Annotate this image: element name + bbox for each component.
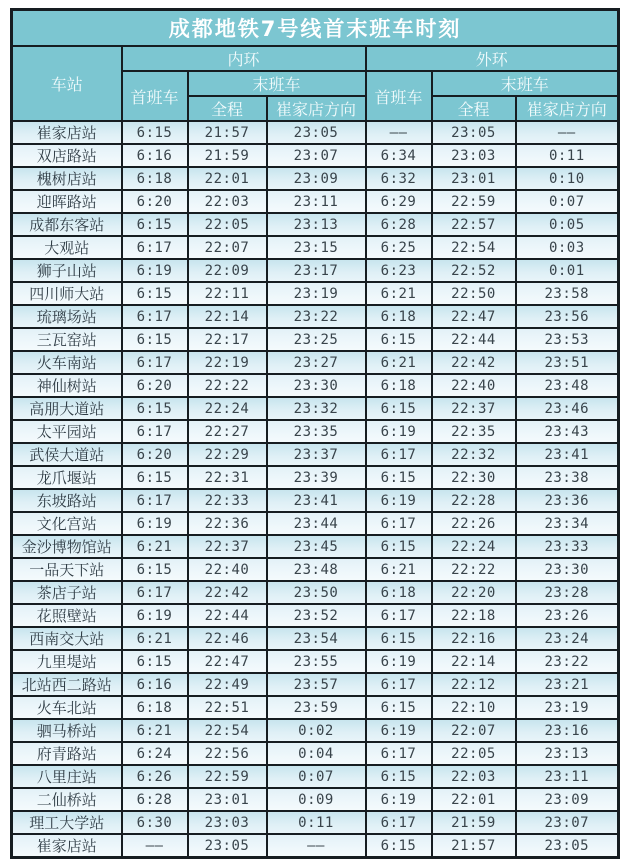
inner-first-train-header: 首班车	[122, 71, 188, 121]
station-cell: 龙爪堰站	[12, 466, 122, 489]
inner-first-cell: ——	[122, 834, 188, 858]
timetable-header	[12, 10, 619, 122]
inner-last-full-cell: 22:46	[188, 627, 267, 650]
inner-last-cuijiadian-cell: 23:41	[267, 489, 366, 512]
inner-last-full-cell: 21:57	[188, 121, 267, 144]
inner-first-cell: 6:15	[122, 397, 188, 420]
outer-last-cuijiadian-cell: 23:16	[516, 719, 619, 742]
table-row	[12, 144, 619, 167]
inner-last-cuijiadian-cell: 0:11	[267, 811, 366, 834]
inner-first-cell: 6:16	[122, 673, 188, 696]
outer-last-full-cell: 23:03	[432, 144, 516, 167]
station-cell: 二仙桥站	[12, 788, 122, 811]
inner-last-full-cell: 23:05	[188, 834, 267, 858]
outer-last-full-cell: 22:30	[432, 466, 516, 489]
outer-last-full-cell: 22:52	[432, 259, 516, 282]
inner-last-cuijiadian-cell: 23:05	[267, 121, 366, 144]
table-row	[12, 466, 619, 489]
inner-last-cuijiadian-cell: 0:09	[267, 788, 366, 811]
outer-last-full-cell: 22:07	[432, 719, 516, 742]
inner-last-cuijiadian-cell: 23:09	[267, 167, 366, 190]
outer-last-full-cell: 22:18	[432, 604, 516, 627]
outer-first-cell: 6:15	[366, 535, 432, 558]
inner-last-full-cell: 22:54	[188, 719, 267, 742]
station-cell: 火车北站	[12, 696, 122, 719]
outer-last-full-cell: 22:16	[432, 627, 516, 650]
station-cell: 西南交大站	[12, 627, 122, 650]
table-row	[12, 627, 619, 650]
station-cell: 茶店子站	[12, 581, 122, 604]
inner-last-cuijiadian-cell: 0:07	[267, 765, 366, 788]
outer-first-cell: 6:23	[366, 259, 432, 282]
outer-last-cuijiadian-cell: 23:19	[516, 696, 619, 719]
inner-last-cuijiadian-cell: 23:35	[267, 420, 366, 443]
inner-last-full-cell: 22:22	[188, 374, 267, 397]
inner-first-cell: 6:28	[122, 788, 188, 811]
inner-last-cuijiadian-cell: 23:50	[267, 581, 366, 604]
outer-first-cell: 6:19	[366, 420, 432, 443]
outer-last-train-header: 末班车	[432, 71, 619, 96]
inner-last-cuijiadian-cell: 23:11	[267, 190, 366, 213]
outer-first-cell: 6:15	[366, 466, 432, 489]
inner-last-cuijiadian-cell: 23:37	[267, 443, 366, 466]
inner-first-cell: 6:15	[122, 558, 188, 581]
table-row	[12, 834, 619, 858]
station-cell: 神仙树站	[12, 374, 122, 397]
outer-last-cuijiadian-cell: 23:56	[516, 305, 619, 328]
station-cell: 府青路站	[12, 742, 122, 765]
outer-last-cuijiadian-cell: 0:10	[516, 167, 619, 190]
station-cell: 崔家店站	[12, 834, 122, 858]
outer-first-cell: 6:17	[366, 512, 432, 535]
inner-last-full-cell: 22:51	[188, 696, 267, 719]
outer-first-cell: 6:19	[366, 719, 432, 742]
inner-last-full-cell: 22:09	[188, 259, 267, 282]
outer-last-cuijiadian-cell: 23:41	[516, 443, 619, 466]
outer-first-cell: 6:17	[366, 604, 432, 627]
inner-first-cell: 6:17	[122, 581, 188, 604]
outer-last-full-cell: 22:26	[432, 512, 516, 535]
outer-first-cell: 6:32	[366, 167, 432, 190]
table-row	[12, 696, 619, 719]
outer-last-full-cell: 22:32	[432, 443, 516, 466]
inner-last-cuijiadian-header: 崔家店方向	[267, 96, 366, 121]
inner-first-cell: 6:17	[122, 489, 188, 512]
station-cell: 文化宫站	[12, 512, 122, 535]
outer-last-cuijiadian-cell: 23:46	[516, 397, 619, 420]
outer-last-cuijiadian-cell: 23:24	[516, 627, 619, 650]
inner-last-full-cell: 22:33	[188, 489, 267, 512]
inner-last-full-cell: 23:01	[188, 788, 267, 811]
table-row	[12, 167, 619, 190]
station-cell: 成都东客站	[12, 213, 122, 236]
outer-first-cell: 6:17	[366, 673, 432, 696]
inner-first-cell: 6:16	[122, 144, 188, 167]
table-row	[12, 121, 619, 144]
inner-first-cell: 6:17	[122, 236, 188, 259]
outer-last-cuijiadian-cell: 23:21	[516, 673, 619, 696]
outer-last-cuijiadian-cell: ——	[516, 121, 619, 144]
inner-last-full-cell: 22:56	[188, 742, 267, 765]
inner-last-full-cell: 22:27	[188, 420, 267, 443]
inner-last-cuijiadian-cell: 23:19	[267, 282, 366, 305]
station-cell: 金沙博物馆站	[12, 535, 122, 558]
table-row	[12, 190, 619, 213]
inner-last-full-cell: 22:59	[188, 765, 267, 788]
inner-last-cuijiadian-cell: 23:54	[267, 627, 366, 650]
inner-last-cuijiadian-cell: 0:02	[267, 719, 366, 742]
inner-last-train-header: 末班车	[188, 71, 366, 96]
outer-last-full-cell: 22:47	[432, 305, 516, 328]
station-cell: 狮子山站	[12, 259, 122, 282]
table-row	[12, 305, 619, 328]
inner-last-full-cell: 21:59	[188, 144, 267, 167]
outer-first-cell: 6:15	[366, 834, 432, 858]
inner-last-cuijiadian-cell: 23:44	[267, 512, 366, 535]
station-cell: 琉璃场站	[12, 305, 122, 328]
inner-last-cuijiadian-cell: 23:17	[267, 259, 366, 282]
inner-last-full-cell: 22:42	[188, 581, 267, 604]
outer-first-cell: 6:34	[366, 144, 432, 167]
station-cell: 迎晖路站	[12, 190, 122, 213]
station-cell: 八里庄站	[12, 765, 122, 788]
station-cell: 武侯大道站	[12, 443, 122, 466]
outer-last-cuijiadian-cell: 23:11	[516, 765, 619, 788]
metro-timetable	[10, 8, 620, 859]
outer-last-cuijiadian-cell: 0:05	[516, 213, 619, 236]
table-row	[12, 489, 619, 512]
inner-first-cell: 6:15	[122, 328, 188, 351]
outer-last-cuijiadian-cell: 23:48	[516, 374, 619, 397]
inner-first-cell: 6:21	[122, 627, 188, 650]
outer-first-cell: 6:25	[366, 236, 432, 259]
inner-last-full-cell: 22:37	[188, 535, 267, 558]
inner-first-cell: 6:20	[122, 190, 188, 213]
station-cell: 高朋大道站	[12, 397, 122, 420]
outer-last-full-cell: 22:14	[432, 650, 516, 673]
table-row	[12, 374, 619, 397]
inner-first-cell: 6:18	[122, 696, 188, 719]
station-cell: 东坡路站	[12, 489, 122, 512]
outer-first-cell: 6:18	[366, 581, 432, 604]
table-row	[12, 328, 619, 351]
inner-last-cuijiadian-cell: 23:59	[267, 696, 366, 719]
inner-last-cuijiadian-cell: 23:52	[267, 604, 366, 627]
inner-first-cell: 6:15	[122, 466, 188, 489]
inner-first-cell: 6:20	[122, 443, 188, 466]
outer-last-full-cell: 22:50	[432, 282, 516, 305]
outer-first-cell: 6:18	[366, 305, 432, 328]
inner-last-full-cell: 23:03	[188, 811, 267, 834]
inner-first-cell: 6:15	[122, 121, 188, 144]
outer-first-cell: 6:18	[366, 374, 432, 397]
outer-first-cell: 6:15	[366, 397, 432, 420]
table-row	[12, 259, 619, 282]
outer-first-cell: 6:17	[366, 443, 432, 466]
table-row	[12, 535, 619, 558]
outer-first-cell: 6:21	[366, 282, 432, 305]
table-row	[12, 788, 619, 811]
table-row	[12, 742, 619, 765]
outer-last-full-cell: 22:57	[432, 213, 516, 236]
outer-first-cell: 6:21	[366, 351, 432, 374]
outer-last-full-cell: 22:10	[432, 696, 516, 719]
outer-last-cuijiadian-cell: 0:01	[516, 259, 619, 282]
inner-first-cell: 6:15	[122, 213, 188, 236]
outer-last-cuijiadian-cell: 23:13	[516, 742, 619, 765]
outer-last-cuijiadian-cell: 23:53	[516, 328, 619, 351]
outer-last-full-cell: 21:59	[432, 811, 516, 834]
outer-last-full-cell: 22:24	[432, 535, 516, 558]
inner-last-full-cell: 22:01	[188, 167, 267, 190]
inner-last-full-cell: 22:14	[188, 305, 267, 328]
table-row	[12, 604, 619, 627]
outer-first-cell: 6:17	[366, 742, 432, 765]
station-cell: 大观站	[12, 236, 122, 259]
inner-last-cuijiadian-cell: 23:55	[267, 650, 366, 673]
station-cell: 北站西二路站	[12, 673, 122, 696]
inner-last-full-cell: 22:44	[188, 604, 267, 627]
station-cell: 花照壁站	[12, 604, 122, 627]
outer-last-full-cell: 22:40	[432, 374, 516, 397]
outer-last-full-cell: 22:44	[432, 328, 516, 351]
station-cell: 槐树店站	[12, 167, 122, 190]
table-row	[12, 650, 619, 673]
table-title: 成都地铁7号线首末班车时刻	[12, 10, 619, 47]
inner-last-full-cell: 22:49	[188, 673, 267, 696]
station-cell: 四川师大站	[12, 282, 122, 305]
inner-first-cell: 6:30	[122, 811, 188, 834]
outer-last-cuijiadian-cell: 23:28	[516, 581, 619, 604]
inner-last-full-cell: 22:31	[188, 466, 267, 489]
inner-first-cell: 6:24	[122, 742, 188, 765]
outer-last-full-cell: 22:20	[432, 581, 516, 604]
inner-first-cell: 6:21	[122, 535, 188, 558]
outer-last-full-cell: 22:37	[432, 397, 516, 420]
inner-first-cell: 6:17	[122, 420, 188, 443]
inner-first-cell: 6:18	[122, 167, 188, 190]
outer-last-cuijiadian-cell: 23:05	[516, 834, 619, 858]
outer-first-cell: 6:17	[366, 811, 432, 834]
inner-first-cell: 6:17	[122, 351, 188, 374]
inner-last-full-cell: 22:05	[188, 213, 267, 236]
outer-last-full-header: 全程	[432, 96, 516, 121]
inner-last-full-cell: 22:17	[188, 328, 267, 351]
outer-loop-header: 外环	[366, 46, 619, 71]
station-cell: 理工大学站	[12, 811, 122, 834]
outer-last-cuijiadian-cell: 0:07	[516, 190, 619, 213]
outer-first-cell: 6:15	[366, 765, 432, 788]
outer-first-train-header: 首班车	[366, 71, 432, 121]
inner-last-full-header: 全程	[188, 96, 267, 121]
inner-last-full-cell: 22:36	[188, 512, 267, 535]
outer-first-cell: 6:19	[366, 650, 432, 673]
outer-first-cell: 6:15	[366, 328, 432, 351]
inner-last-cuijiadian-cell: 23:07	[267, 144, 366, 167]
outer-last-cuijiadian-cell: 23:22	[516, 650, 619, 673]
outer-last-full-cell: 22:59	[432, 190, 516, 213]
outer-last-cuijiadian-header: 崔家店方向	[516, 96, 619, 121]
inner-last-full-cell: 22:07	[188, 236, 267, 259]
inner-last-full-cell: 22:47	[188, 650, 267, 673]
table-row	[12, 236, 619, 259]
inner-first-cell: 6:26	[122, 765, 188, 788]
outer-first-cell: 6:19	[366, 788, 432, 811]
inner-last-cuijiadian-cell: 0:04	[267, 742, 366, 765]
outer-first-cell: ——	[366, 121, 432, 144]
inner-last-full-cell: 22:40	[188, 558, 267, 581]
inner-first-cell: 6:19	[122, 604, 188, 627]
station-cell: 一品天下站	[12, 558, 122, 581]
station-cell: 崔家店站	[12, 121, 122, 144]
station-cell: 三瓦窑站	[12, 328, 122, 351]
table-row	[12, 765, 619, 788]
inner-last-cuijiadian-cell: 23:57	[267, 673, 366, 696]
inner-last-full-cell: 22:19	[188, 351, 267, 374]
station-cell: 驷马桥站	[12, 719, 122, 742]
inner-first-cell: 6:19	[122, 512, 188, 535]
table-row	[12, 558, 619, 581]
inner-last-cuijiadian-cell: 23:25	[267, 328, 366, 351]
inner-last-cuijiadian-cell: 23:27	[267, 351, 366, 374]
outer-first-cell: 6:15	[366, 696, 432, 719]
station-cell: 九里堤站	[12, 650, 122, 673]
station-cell: 火车南站	[12, 351, 122, 374]
outer-last-cuijiadian-cell: 23:43	[516, 420, 619, 443]
outer-last-cuijiadian-cell: 23:26	[516, 604, 619, 627]
outer-last-cuijiadian-cell: 23:38	[516, 466, 619, 489]
inner-last-cuijiadian-cell: 23:15	[267, 236, 366, 259]
outer-last-full-cell: 22:54	[432, 236, 516, 259]
inner-last-cuijiadian-cell: 23:22	[267, 305, 366, 328]
outer-last-full-cell: 22:03	[432, 765, 516, 788]
inner-last-cuijiadian-cell: 23:30	[267, 374, 366, 397]
inner-first-cell: 6:15	[122, 282, 188, 305]
outer-last-cuijiadian-cell: 0:03	[516, 236, 619, 259]
table-row	[12, 443, 619, 466]
inner-loop-header: 内环	[122, 46, 366, 71]
inner-first-cell: 6:20	[122, 374, 188, 397]
outer-last-cuijiadian-cell: 23:36	[516, 489, 619, 512]
outer-last-cuijiadian-cell: 23:07	[516, 811, 619, 834]
inner-first-cell: 6:21	[122, 719, 188, 742]
table-row	[12, 673, 619, 696]
inner-first-cell: 6:15	[122, 650, 188, 673]
table-row	[12, 397, 619, 420]
outer-last-full-cell: 22:05	[432, 742, 516, 765]
inner-last-full-cell: 22:11	[188, 282, 267, 305]
outer-last-full-cell: 22:35	[432, 420, 516, 443]
table-row	[12, 581, 619, 604]
table-row	[12, 213, 619, 236]
inner-first-cell: 6:19	[122, 259, 188, 282]
outer-last-cuijiadian-cell: 23:34	[516, 512, 619, 535]
table-row	[12, 282, 619, 305]
station-cell: 双店路站	[12, 144, 122, 167]
outer-last-full-cell: 22:01	[432, 788, 516, 811]
inner-last-cuijiadian-cell: 23:48	[267, 558, 366, 581]
outer-first-cell: 6:28	[366, 213, 432, 236]
outer-last-full-cell: 22:28	[432, 489, 516, 512]
table-row	[12, 811, 619, 834]
inner-last-full-cell: 22:24	[188, 397, 267, 420]
table-row	[12, 420, 619, 443]
outer-last-cuijiadian-cell: 23:58	[516, 282, 619, 305]
inner-last-cuijiadian-cell: 23:32	[267, 397, 366, 420]
table-row	[12, 512, 619, 535]
station-column-header: 车站	[12, 46, 122, 121]
inner-last-full-cell: 22:03	[188, 190, 267, 213]
inner-first-cell: 6:17	[122, 305, 188, 328]
timetable-body	[12, 121, 619, 858]
outer-last-full-cell: 21:57	[432, 834, 516, 858]
inner-last-full-cell: 22:29	[188, 443, 267, 466]
outer-last-cuijiadian-cell: 0:11	[516, 144, 619, 167]
outer-last-cuijiadian-cell: 23:33	[516, 535, 619, 558]
outer-last-full-cell: 22:22	[432, 558, 516, 581]
outer-first-cell: 6:29	[366, 190, 432, 213]
outer-last-full-cell: 22:12	[432, 673, 516, 696]
outer-first-cell: 6:15	[366, 627, 432, 650]
inner-last-cuijiadian-cell: 23:39	[267, 466, 366, 489]
inner-last-cuijiadian-cell: ——	[267, 834, 366, 858]
outer-first-cell: 6:19	[366, 489, 432, 512]
inner-last-cuijiadian-cell: 23:13	[267, 213, 366, 236]
outer-last-cuijiadian-cell: 23:09	[516, 788, 619, 811]
outer-last-cuijiadian-cell: 23:51	[516, 351, 619, 374]
outer-last-full-cell: 23:05	[432, 121, 516, 144]
outer-last-full-cell: 23:01	[432, 167, 516, 190]
outer-last-cuijiadian-cell: 23:30	[516, 558, 619, 581]
outer-last-full-cell: 22:42	[432, 351, 516, 374]
inner-last-cuijiadian-cell: 23:45	[267, 535, 366, 558]
outer-first-cell: 6:21	[366, 558, 432, 581]
station-cell: 太平园站	[12, 420, 122, 443]
table-row	[12, 351, 619, 374]
